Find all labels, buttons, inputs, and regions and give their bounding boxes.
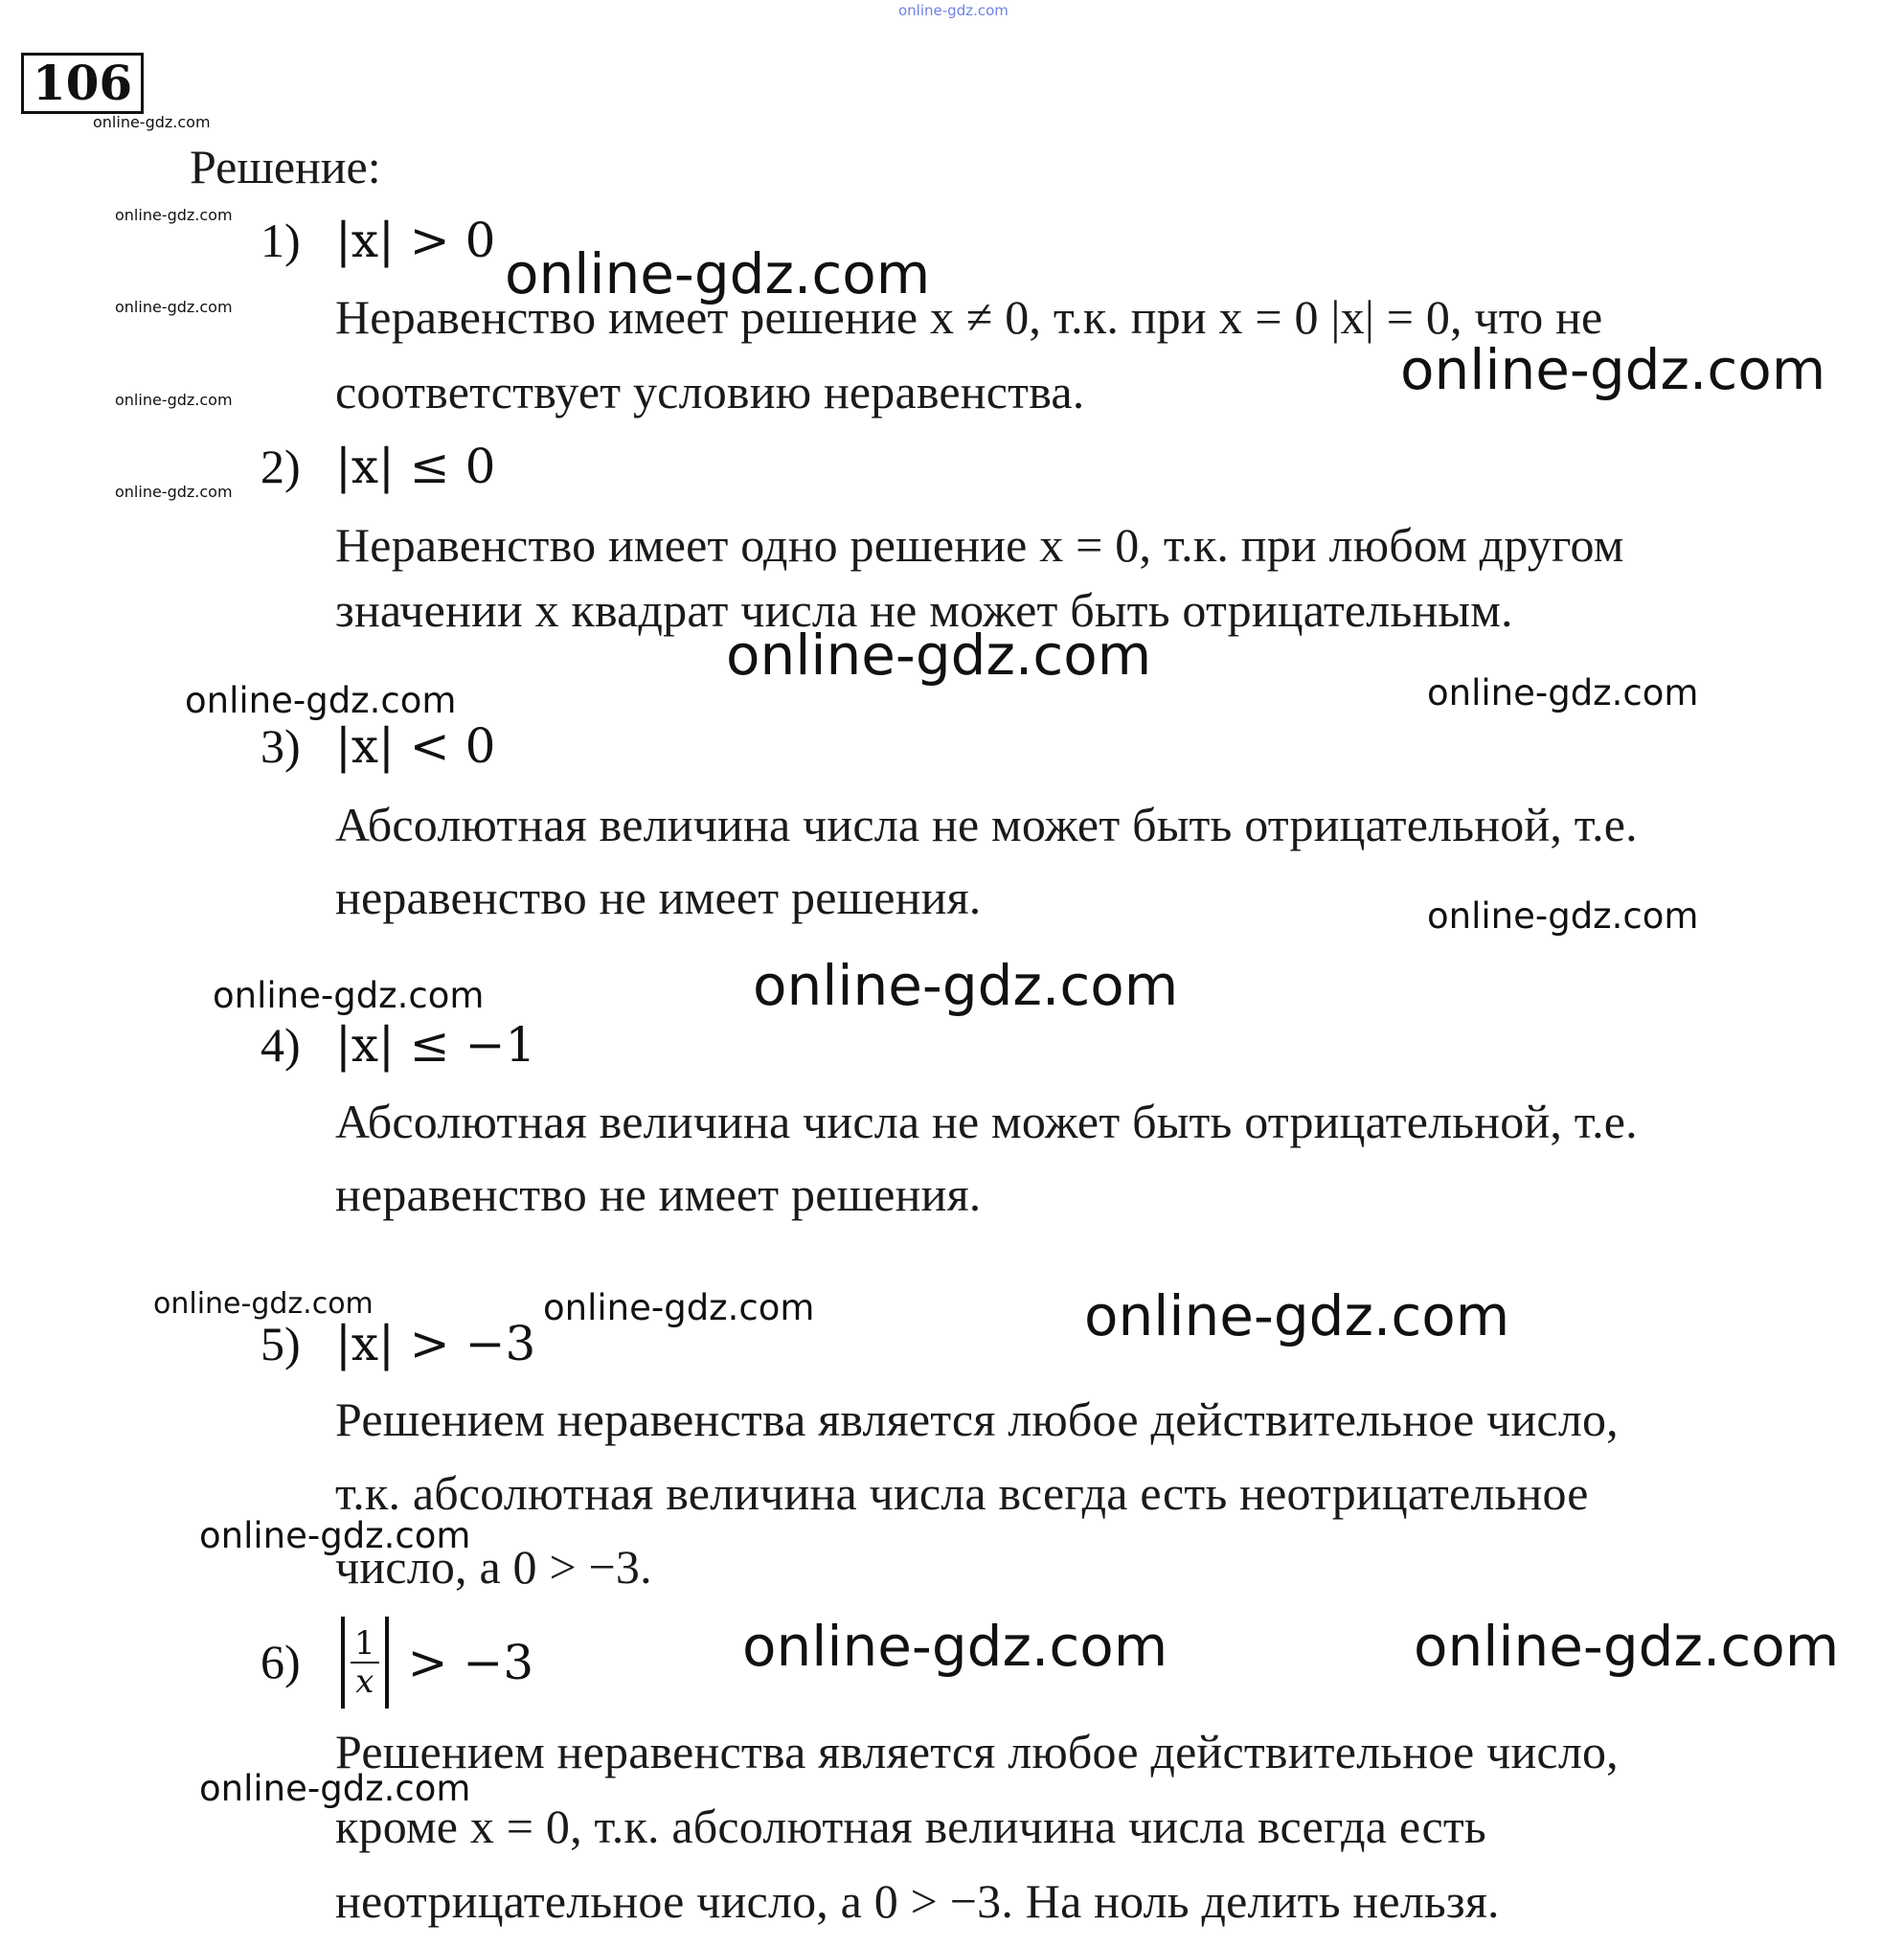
item-number: 3)	[261, 719, 301, 773]
watermark: online-gdz.com	[213, 975, 485, 1016]
watermark: online-gdz.com	[115, 298, 233, 316]
fraction	[351, 1624, 379, 1701]
watermark: online-gdz.com	[726, 623, 1152, 688]
expression-tail: > −3	[407, 1635, 534, 1690]
watermark: online-gdz.com	[753, 953, 1179, 1018]
item-number: 1)	[261, 214, 301, 267]
watermark: online-gdz.com	[115, 206, 233, 224]
item-number: 6)	[261, 1635, 301, 1688]
item-text-line: Неравенство имеет одно решение x = 0, т.к. при любом другом	[335, 518, 1624, 572]
watermark-top: online-gdz.com	[898, 2, 1009, 19]
watermark: online-gdz.com	[505, 241, 931, 306]
watermark: online-gdz.com	[93, 113, 211, 131]
watermark: online-gdz.com	[1084, 1283, 1510, 1348]
watermark: online-gdz.com	[1400, 337, 1826, 402]
item-expression: |x| > −3	[335, 1316, 536, 1371]
item-text-line: неотрицательное число, а 0 > −3. На ноль делить нельзя.	[335, 1874, 1500, 1928]
item-text-line: Решением неравенства является любое действительное число,	[335, 1392, 1619, 1446]
abs-bar-right	[385, 1617, 389, 1709]
watermark: online-gdz.com	[1427, 672, 1699, 713]
watermark: online-gdz.com	[1427, 895, 1699, 937]
watermark: online-gdz.com	[153, 1287, 374, 1321]
item-expression	[335, 1611, 533, 1714]
item-text-line: соответствует условию неравенства.	[335, 365, 1085, 419]
watermark: online-gdz.com	[742, 1614, 1168, 1679]
item-text-line: неравенство не имеет решения.	[335, 1167, 982, 1221]
item-expression: |x| ≤ −1	[335, 1017, 536, 1073]
item-text-line: Неравенство имеет решение x ≠ 0, т.к. при x = 0 |x| = 0, что не	[335, 290, 1603, 344]
item-text-line: число, а 0 > −3.	[335, 1540, 652, 1594]
item-text-line: т.к. абсолютная величина числа всегда есть неотрицательное	[335, 1466, 1589, 1520]
item-text-line: кроме x = 0, т.к. абсолютная величина числа всегда есть	[335, 1800, 1486, 1853]
item-text-line: Абсолютная величина числа не может быть отрицательной, т.е.	[335, 798, 1638, 851]
item-expression: |x| > 0	[335, 213, 496, 268]
watermark: online-gdz.com	[199, 1515, 471, 1556]
item-text-line: неравенство не имеет решения.	[335, 871, 982, 924]
item-text-line: Решением неравенства является любое действительное число,	[335, 1725, 1619, 1778]
fraction-numerator: 1	[351, 1627, 379, 1664]
watermark: online-gdz.com	[1414, 1614, 1840, 1679]
item-number: 5)	[261, 1317, 301, 1370]
item-expression: |x| ≤ 0	[335, 439, 496, 494]
watermark: online-gdz.com	[115, 483, 233, 501]
watermark: online-gdz.com	[185, 680, 457, 721]
item-number: 2)	[261, 440, 301, 493]
watermark: online-gdz.com	[543, 1287, 815, 1328]
watermark: online-gdz.com	[199, 1768, 471, 1809]
item-number: 4)	[261, 1018, 301, 1072]
watermark: online-gdz.com	[115, 391, 233, 409]
item-text-line: значении x квадрат числа не может быть отрицательным.	[335, 583, 1513, 637]
abs-bar-left	[341, 1617, 345, 1709]
item-text-line: Абсолютная величина числа не может быть отрицательной, т.е.	[335, 1095, 1638, 1148]
fraction-denominator: x	[355, 1663, 374, 1701]
solution-heading: Решение:	[190, 140, 381, 193]
problem-number-box: 106	[21, 53, 144, 114]
item-expression: |x| < 0	[335, 718, 496, 774]
